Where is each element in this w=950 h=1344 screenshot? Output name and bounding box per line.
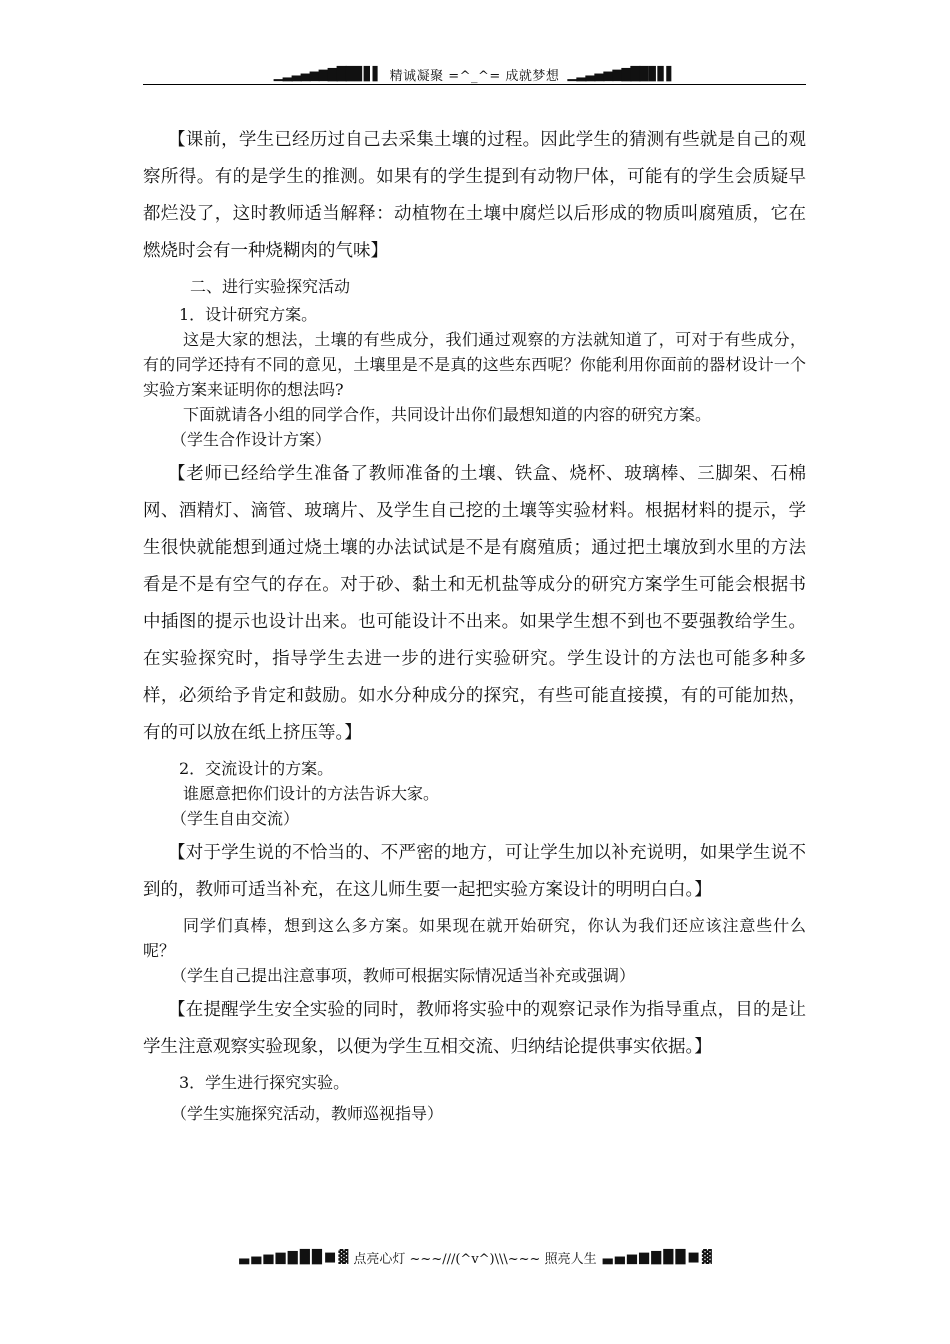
header-right-decoration: ▁▂▃▄▅▆▇█▉▊▋▌ xyxy=(567,66,676,82)
paragraph-3: 谁愿意把你们设计的方法告诉大家。 xyxy=(183,784,440,803)
step-3-heading: 3．学生进行探究实验。 xyxy=(179,1073,350,1092)
footer-title: 点亮心灯 ~~~///(^v^)\\\~~~ 照亮人生 xyxy=(353,1251,597,1267)
section-heading-2: 二、进行实验探究活动 xyxy=(190,277,351,296)
paragraph-1: 这是大家的想法，土壤的有些成分，我们通过观察的方法就知道了，可对于有些成分，有的同学还持有不同的意见，土壤里是不是真的这些东西呢？你能利用你面前的器材设计一个实验方案来证明你的想法吗? xyxy=(143,330,806,399)
header-title: 精诚凝聚 =^_^= 成就梦想 xyxy=(389,68,560,84)
page-footer xyxy=(150,1246,800,1268)
activity-note-3: （学生自己提出注意事项，教师可根据实际情况适当补充或强调） xyxy=(171,966,636,985)
teaching-note-1: 【课前，学生已经历过自己去采集土壤的过程。因此学生的猜测有些就是自己的观察所得。有的是学生的推测。如果有的学生提到有动物尸体，可能有的学生会质疑早都烂没了，这时教师适当解释：动植物在土壤中腐烂以后形成的物质叫腐殖质，它在燃烧时会有一种烧糊肉的气味】 xyxy=(143,130,806,261)
teaching-note-3: 【对于学生说的不恰当的、不严密的地方，可让学生加以补充说明，如果学生说不到的，教师可适当补充，在这儿师生要一起把实验方案设计的明明白白。】 xyxy=(143,843,806,900)
teaching-note-2: 【老师已经给学生准备了教师准备的土壤、铁盒、烧杯、玻璃棒、三脚架、石棉网、酒精灯、滴管、玻璃片、及学生自己挖的土壤等实验材料。根据材料的提示，学生很快就能想到通过烧土壤的办法试试是不是有腐殖质；通过把土壤放到水里的方法看是不是有空气的存在。对于砂、黏土和无机盐等成分的研究方案学生可能会根据书中插图的提示也设计出来。也可能设计不出来。如果学生想不到也不要强教给学生。在实验探究时，指导学生去进一步的进行实验研究。学生设计的方法也可能多种多样，必须给予肯定和鼓励。如水分种成分的探究，有些可能直接摸，有的可能加热，有的可以放在纸上挤压等。】 xyxy=(143,464,806,743)
paragraph-4: 同学们真棒，想到这么多方案。如果现在就开始研究，你认为我们还应该注意些什么呢？ xyxy=(143,916,806,960)
activity-note-1: （学生合作设计方案） xyxy=(171,430,332,449)
header-rule xyxy=(143,84,806,85)
step-1-heading: 1．设计研究方案。 xyxy=(179,305,318,324)
header-left-decoration: ▁▂▃▄▅▆▇█▉▊▋▌ xyxy=(273,66,382,82)
document-body xyxy=(143,118,806,1126)
footer-right-decoration: ▃ ▄ ▅ ▆ ▇ █ █ ■ ▓ xyxy=(602,1249,711,1265)
teaching-note-4: 【在提醒学生安全实验的同时，教师将实验中的观察记录作为指导重点，目的是让学生注意观察实验现象，以便为学生互相交流、归纳结论提供事实依据。】 xyxy=(143,1000,806,1057)
activity-note-4: （学生实施探究活动，教师巡视指导） xyxy=(171,1104,444,1123)
footer-left-decoration: ▃ ▄ ▅ ▆ ▇ █ █ ■ ▓ xyxy=(239,1249,348,1265)
activity-note-2: （学生自由交流） xyxy=(171,809,300,828)
paragraph-2: 下面就请各小组的同学合作，共同设计出你们最想知道的内容的研究方案。 xyxy=(183,405,712,424)
page-header xyxy=(143,64,806,84)
step-2-heading: 2．交流设计的方案。 xyxy=(179,759,334,778)
